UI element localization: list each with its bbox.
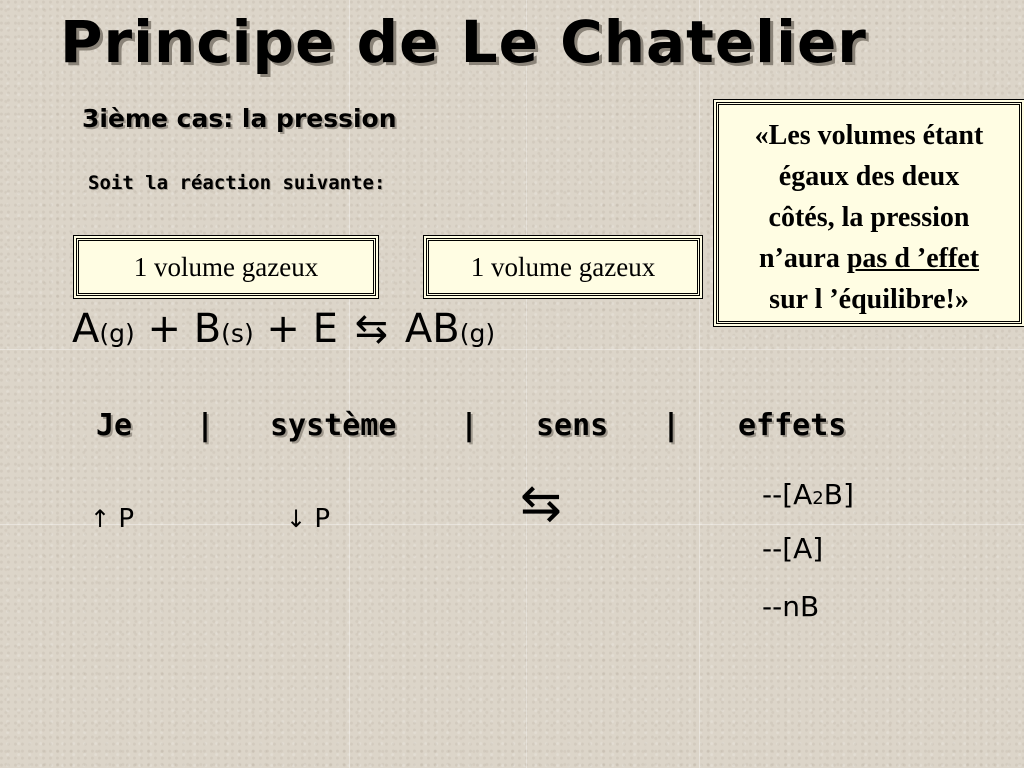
reactant-volume-box <box>76 238 376 296</box>
quote-line: côtés, la pression <box>768 202 970 233</box>
plus-sign: + <box>134 306 194 352</box>
species-a: A <box>72 306 100 352</box>
slide-subtitle: 3ième cas: la pression <box>82 104 397 133</box>
conclusion-quote-box <box>716 102 1022 324</box>
energy-term: E <box>312 306 338 352</box>
header-separator: | <box>196 408 215 443</box>
species-b: B <box>193 306 222 352</box>
arrow-up-icon: ↑ <box>90 505 111 533</box>
quote-line: «Les volumes étant <box>754 120 984 151</box>
systeme-cell <box>286 504 330 534</box>
header-je: Je <box>96 408 133 443</box>
state-label: (g) <box>99 319 135 348</box>
effect-line <box>762 478 854 511</box>
background-gridline <box>0 524 1024 525</box>
slide-title: Principe de Le Chatelier <box>60 8 867 76</box>
plus-sign: + <box>253 306 313 352</box>
effect-text: B] <box>823 478 854 511</box>
reaction-equation <box>72 306 495 352</box>
state-label: (s) <box>221 319 254 348</box>
systeme-value: P <box>314 504 331 534</box>
product-volume-label: 1 volume gazeux <box>470 251 656 282</box>
header-separator: | <box>662 408 681 443</box>
equilibrium-arrow-icon: ⇆ <box>520 474 562 532</box>
quote-line: sur l ’équilibre!» <box>769 284 969 315</box>
effect-line: --nB <box>762 590 820 623</box>
header-sens: sens <box>536 408 609 443</box>
reactant-volume-label: 1 volume gazeux <box>133 251 319 282</box>
quote-text: n’aura <box>758 243 847 274</box>
subscript: 2 <box>812 488 824 509</box>
je-value: P <box>118 504 135 534</box>
background-gridline <box>526 0 527 768</box>
product-volume-box <box>426 238 700 296</box>
header-effets: effets <box>738 408 847 443</box>
species-ab: AB <box>404 306 460 352</box>
je-cell <box>90 504 134 534</box>
background-gridline <box>699 0 700 768</box>
intro-text: Soit la réaction suivante: <box>88 172 386 194</box>
arrow-down-icon: ↓ <box>286 505 307 533</box>
effect-text: --[A <box>762 478 813 511</box>
state-label: (g) <box>459 319 496 348</box>
quote-line: égaux des deux <box>778 161 960 192</box>
effect-line: --[A] <box>762 532 824 565</box>
quote-emphasis: pas d ’effet <box>846 243 980 274</box>
header-systeme: système <box>270 408 397 443</box>
quote-line <box>729 238 1009 279</box>
header-separator: | <box>460 408 479 443</box>
equilibrium-arrow-icon: ⇆ <box>354 306 389 352</box>
